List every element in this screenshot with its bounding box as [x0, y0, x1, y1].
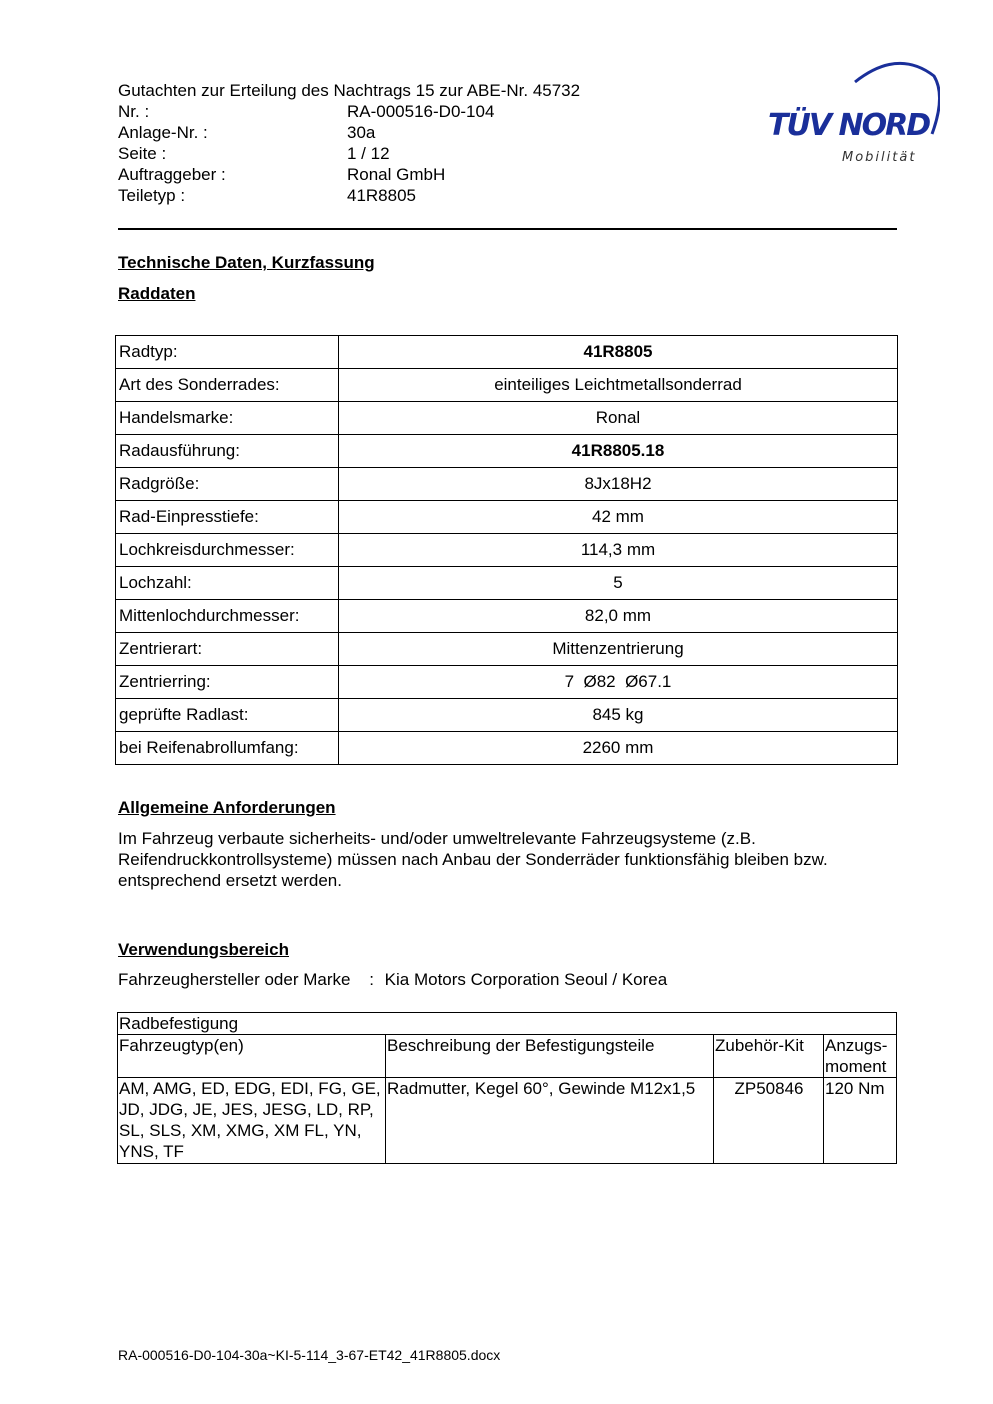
row-value: Ronal	[339, 402, 898, 435]
table-row	[116, 402, 898, 435]
table-row	[116, 666, 898, 699]
meta-value: 1 / 12	[347, 144, 390, 163]
row-label: Radausführung:	[116, 435, 339, 468]
table-row	[116, 369, 898, 402]
footer-filename: RA-000516-D0-104-30a~KI-5-114_3-67-ET42_41R8805.docx	[118, 1347, 501, 1363]
kit-cell: ZP50846	[714, 1078, 824, 1164]
document-title: Gutachten zur Erteilung des Nachtrags 15 zur ABE-Nr. 45732	[118, 81, 581, 100]
row-value: 42 mm	[339, 501, 898, 534]
row-label: Handelsmarke:	[116, 402, 339, 435]
torque-cell: 120 Nm	[824, 1078, 897, 1164]
header-cell: Anzugs-moment	[824, 1035, 897, 1078]
meta-value: Ronal GmbH	[347, 165, 446, 184]
row-label: Zentrierart:	[116, 633, 339, 666]
table-row	[116, 567, 898, 600]
row-label: Art des Sonderrades:	[116, 369, 339, 402]
row-label: Lochkreisdurchmesser:	[116, 534, 339, 567]
row-label: Mittenlochdurchmesser:	[116, 600, 339, 633]
header-cell: Fahrzeugtyp(en)	[118, 1035, 386, 1078]
meta-label: Anlage-Nr. :	[118, 123, 208, 142]
section-heading-tech: Technische Daten, Kurzfassung	[118, 253, 375, 272]
tuv-nord-logo	[760, 56, 940, 171]
table-header-row	[118, 1035, 897, 1078]
table-row	[116, 699, 898, 732]
row-value: 41R8805	[339, 336, 898, 369]
table-row	[118, 1078, 897, 1164]
row-value: 41R8805.18	[339, 435, 898, 468]
row-label: bei Reifenabrollumfang:	[116, 732, 339, 765]
header-cell: Beschreibung der Befestigungsteile	[386, 1035, 714, 1078]
row-value: 845 kg	[339, 699, 898, 732]
row-label: Lochzahl:	[116, 567, 339, 600]
allgemein-paragraph: Im Fahrzeug verbaute sicherheits- und/oder umweltrelevante Fahrzeugsysteme (z.B. Reifendruckkontrollsysteme) müssen nach Anbau der Sonderräder funktionsfähig bleiben bzw. entsprechend ersetzt werden.	[118, 829, 828, 890]
row-value: Mittenzentrierung	[339, 633, 898, 666]
row-value: 114,3 mm	[339, 534, 898, 567]
logo-subtitle: Mobilität	[842, 150, 917, 165]
table-row	[116, 732, 898, 765]
table-row	[116, 633, 898, 666]
vehicle-types-cell: AM, AMG, ED, EDG, EDI, FG, GE, JD, JDG, JE, JES, JESG, LD, RP, SL, SLS, XM, XMG, XM FL, YN, YNS, TF	[118, 1078, 386, 1164]
row-value: 82,0 mm	[339, 600, 898, 633]
manufacturer-label: Fahrzeughersteller oder Marke	[118, 970, 351, 989]
row-value: 2260 mm	[339, 732, 898, 765]
header-cell: Zubehör-Kit	[714, 1035, 824, 1078]
table-row	[116, 468, 898, 501]
section-heading-allgemein: Allgemeine Anforderungen	[118, 798, 336, 817]
row-label: Radtyp:	[116, 336, 339, 369]
table-row	[118, 1013, 897, 1035]
manufacturer-separator: :	[369, 970, 374, 989]
meta-label: Nr. :	[118, 102, 150, 121]
meta-label: Auftraggeber :	[118, 165, 226, 184]
row-label: geprüfte Radlast:	[116, 699, 339, 732]
meta-value: RA-000516-D0-104	[347, 102, 495, 121]
logo-wordmark: TÜV NORD	[768, 108, 930, 143]
row-value: 5	[339, 567, 898, 600]
row-value: 7 Ø82 Ø67.1	[339, 666, 898, 699]
table-row	[116, 501, 898, 534]
table-row	[116, 534, 898, 567]
section-heading-verwendung: Verwendungsbereich	[118, 940, 289, 959]
header-divider	[118, 228, 897, 230]
table-row	[116, 600, 898, 633]
row-value: einteiliges Leichtmetallsonderrad	[339, 369, 898, 402]
meta-value: 41R8805	[347, 186, 417, 205]
raddaten-table	[115, 335, 898, 765]
row-label: Rad-Einpresstiefe:	[116, 501, 339, 534]
meta-value: 30a	[347, 123, 376, 142]
manufacturer-value: Kia Motors Corporation Seoul / Korea	[384, 970, 668, 989]
row-value: 8Jx18H2	[339, 468, 898, 501]
meta-label: Seite :	[118, 144, 167, 163]
fastener-description-cell: Radmutter, Kegel 60°, Gewinde M12x1,5	[386, 1078, 714, 1164]
manufacturer-line	[118, 970, 667, 990]
radbefestigung-table	[117, 1012, 897, 1164]
table-row	[116, 435, 898, 468]
table-row	[116, 336, 898, 369]
row-label: Radgröße:	[116, 468, 339, 501]
row-label: Zentrierring:	[116, 666, 339, 699]
section-heading-raddaten: Raddaten	[118, 284, 196, 303]
table-title: Radbefestigung	[118, 1013, 897, 1035]
meta-label: Teiletyp :	[118, 186, 186, 205]
